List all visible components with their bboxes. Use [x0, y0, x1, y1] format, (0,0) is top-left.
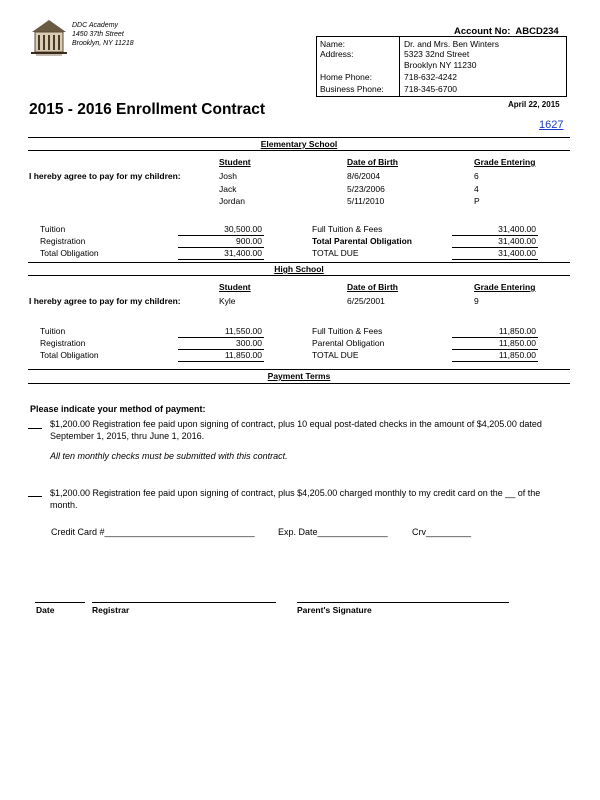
exp-date-field[interactable]: Exp. Date______________	[278, 527, 388, 537]
elem-student-dob: 5/11/2010	[347, 196, 385, 206]
crv-field[interactable]: Crv_________	[412, 527, 472, 537]
payment-option1-checkbox[interactable]	[28, 428, 42, 429]
elem-student-grade: 4	[474, 184, 479, 194]
account-box	[316, 36, 567, 97]
address-line2: Brooklyn NY 11230	[404, 60, 477, 70]
elem-full-tuition-label: Full Tuition & Fees	[312, 224, 383, 234]
page-title: 2015 - 2016 Enrollment Contract	[29, 101, 266, 118]
elem-col-grade: Grade Entering	[474, 157, 536, 167]
elem-registration-amount: 900.00	[236, 236, 262, 246]
elem-parental-amount: 31,400.00	[498, 236, 536, 246]
hs-student-dob: 6/25/2001	[347, 296, 385, 306]
address-line1: 5323 32nd Street	[404, 49, 470, 59]
payment-prompt: Please indicate your method of payment:	[30, 404, 206, 414]
parent-signature-line[interactable]	[297, 602, 509, 603]
account-name: Dr. and Mrs. Ben Winters	[404, 39, 499, 49]
elem-student-dob: 5/23/2006	[347, 184, 385, 194]
payment-option2-checkbox[interactable]	[28, 496, 42, 497]
hs-full-tuition-label: Full Tuition & Fees	[312, 326, 383, 336]
payment-option2-text: $1,200.00 Registration fee paid upon signing of contract, plus $4,205.00 charged monthly to my credit card on the __ of the month.	[50, 488, 541, 510]
date-signature-line[interactable]	[35, 602, 85, 603]
credit-card-field[interactable]: Credit Card #______________________________	[51, 527, 255, 537]
elem-total-due-amount: 31,400.00	[498, 248, 536, 258]
school-logo	[30, 18, 68, 58]
elem-student-dob: 8/6/2004	[347, 171, 381, 181]
school-street: 1450 37th Street	[72, 31, 124, 38]
elem-registration-label: Registration	[40, 236, 86, 246]
hs-total-due-label: TOTAL DUE	[312, 350, 359, 360]
address-label: Address:	[320, 49, 354, 59]
registrar-signature-label: Registrar	[92, 605, 130, 615]
hs-total-obligation-amount: 11,850.00	[224, 350, 262, 360]
elem-total-obligation-label: Total Obligation	[40, 248, 99, 258]
hs-tuition-label: Tuition	[40, 326, 66, 336]
elem-agree-text: I hereby agree to pay for my children:	[29, 171, 181, 181]
elem-col-student: Student	[219, 157, 251, 167]
account-number: ABCD234	[515, 26, 559, 37]
elem-total-due-label: TOTAL DUE	[312, 248, 359, 258]
payment-option1-text: $1,200.00 Registration fee paid upon signing of contract, plus 10 equal post-dated checks in the amount of $4,205.00 dated September 1, 2015, thru June 1, 2016.	[50, 419, 542, 441]
date-signature-label: Date	[36, 605, 55, 615]
account-number-label: Account No:	[454, 26, 511, 37]
hs-registration-label: Registration	[40, 338, 86, 348]
elem-student-name: Josh	[219, 171, 237, 181]
hs-tuition-amount: 11,550.00	[224, 326, 262, 336]
elem-tuition-amount: 30,500.00	[224, 224, 262, 234]
hs-total-due-amount: 11,850.00	[498, 350, 536, 360]
school-city: Brooklyn, NY 11218	[72, 40, 134, 47]
hs-col-dob: Date of Birth	[347, 282, 398, 292]
home-phone: 718-632-4242	[404, 72, 457, 82]
payment-heading: Payment Terms	[267, 371, 331, 381]
school-name: DDC Academy	[72, 22, 119, 29]
hs-parental-label: Parental Obligation	[312, 338, 385, 348]
hs-agree-text: I hereby agree to pay for my children:	[29, 296, 181, 306]
home-phone-label: Home Phone:	[320, 72, 372, 82]
elem-tuition-label: Tuition	[40, 224, 66, 234]
elem-student-name: Jordan	[219, 196, 245, 206]
highschool-heading: High School	[274, 264, 324, 274]
hs-student-grade: 9	[474, 296, 479, 306]
elem-student-name: Jack	[219, 184, 237, 194]
hs-full-tuition-amount: 11,850.00	[498, 326, 536, 336]
hs-registration-amount: 300.00	[236, 338, 262, 348]
elem-full-tuition-amount: 31,400.00	[498, 224, 536, 234]
registrar-signature-line[interactable]	[92, 602, 276, 603]
hs-student-name: Kyle	[219, 296, 236, 306]
business-phone: 718-345-6700	[404, 84, 457, 94]
hs-parental-amount: 11,850.00	[498, 338, 536, 348]
elem-total-obligation-amount: 31,400.00	[224, 248, 262, 258]
elem-student-grade: 6	[474, 171, 479, 181]
hs-col-student: Student	[219, 282, 251, 292]
elem-col-dob: Date of Birth	[347, 157, 398, 167]
name-label: Name:	[320, 39, 346, 49]
hs-col-grade: Grade Entering	[474, 282, 536, 292]
school-address	[72, 21, 134, 48]
hs-total-obligation-label: Total Obligation	[40, 350, 99, 360]
payment-option1-note: All ten monthly checks must be submitted with this contract.	[50, 451, 288, 461]
contract-number-link[interactable]: 1627	[539, 119, 564, 131]
business-phone-label: Business Phone:	[320, 84, 384, 94]
parent-signature-label: Parent's Signature	[297, 605, 372, 615]
elem-student-grade: P	[474, 196, 480, 206]
elem-parental-label: Total Parental Obligation	[312, 236, 412, 246]
contract-date: April 22, 2015	[508, 100, 560, 109]
elementary-heading: Elementary School	[260, 139, 338, 149]
